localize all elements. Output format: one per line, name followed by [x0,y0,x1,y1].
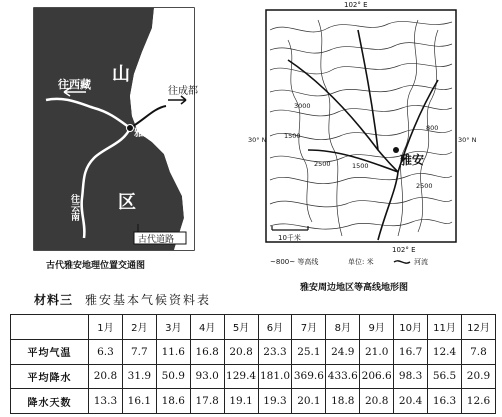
contour-label-6: 2500 [416,182,433,190]
to-yunnan-label: 往云南 [69,194,79,221]
contour-label-5: 800 [426,124,439,132]
row-label: 降水天数 [11,389,89,414]
table-cell: 18.8 [326,389,360,414]
month-header: 2月 [122,315,156,340]
river-legend: 河流 [414,258,428,266]
yaan-marker [127,125,134,132]
top-coord: 102° E [344,1,368,9]
table-cell: 16.8 [190,339,224,364]
table-cell: 20.1 [292,389,326,414]
ancient-road-legend: 古代道路 [138,235,175,245]
month-header: 8月 [326,315,360,340]
table-row [11,339,496,364]
table-cell: 206.6 [360,364,394,389]
month-header: 4月 [190,315,224,340]
month-header: 10月 [394,315,428,340]
table-cell: 16.1 [122,389,156,414]
table-cell: 19.3 [258,389,292,414]
month-header: 6月 [258,315,292,340]
ancient-yaan-map [34,8,198,250]
table-cell: 98.3 [394,364,428,389]
table-cell: 31.9 [122,364,156,389]
to-tibet-label: 往西藏 [58,78,91,91]
river-legend-symbol [394,261,410,263]
table-cell: 369.6 [292,364,326,389]
contour-label-2: 1500 [284,132,301,140]
month-header: 12月 [461,315,495,340]
table-cell: 20.8 [360,389,394,414]
table-cell: 16.3 [428,389,462,414]
contour-label-3: 2500 [314,160,331,168]
month-header: 3月 [156,315,190,340]
table-cell: 93.0 [190,364,224,389]
yaan-city-marker [393,147,399,153]
contour-legend: ~800~ 等高线 [270,258,319,266]
table-cell: 50.9 [156,364,190,389]
table-cell: 25.1 [292,339,326,364]
table-cell: 24.9 [326,339,360,364]
table-header-row [11,315,496,340]
table-cell: 20.8 [89,364,123,389]
table-cell: 181.0 [258,364,292,389]
month-header: 9月 [360,315,394,340]
to-chengdu-label: 往成都 [168,86,198,97]
table-cell: 16.7 [394,339,428,364]
material-heading [34,291,211,308]
table-cell: 7.8 [461,339,495,364]
left-lat-label: 30° N [248,136,267,144]
table-corner-cell [11,315,89,340]
table-cell: 433.6 [326,364,360,389]
table-cell: 11.6 [156,339,190,364]
month-header: 1月 [89,315,123,340]
scale-label: 10千米 [278,234,301,242]
climate-table [10,314,496,414]
contour-map [248,0,477,270]
table-cell: 6.3 [89,339,123,364]
right-lat-label: 30° N [458,136,477,144]
right-map-caption: 雅安周边地区等高线地形图 [300,283,409,293]
bottom-coord: 102° E [392,246,416,254]
table-cell: 12.6 [461,389,495,414]
table-cell: 20.8 [224,339,258,364]
table-cell: 20.9 [461,364,495,389]
table-cell: 18.6 [156,389,190,414]
table-cell: 17.8 [190,389,224,414]
month-header: 7月 [292,315,326,340]
month-header: 5月 [224,315,258,340]
table-cell: 20.4 [394,389,428,414]
table-row [11,389,496,414]
row-label: 平均降水 [11,364,89,389]
table-cell: 19.1 [224,389,258,414]
table-cell: 12.4 [428,339,462,364]
material-title: 材料三 [34,293,74,307]
material-subtitle: 雅安基本气候资料表 [85,293,212,307]
row-label: 平均气温 [11,339,89,364]
table-cell: 23.3 [258,339,292,364]
table-cell: 7.7 [122,339,156,364]
city-label: 雅安 [400,153,425,167]
table-cell: 21.0 [360,339,394,364]
table-cell: 13.3 [89,389,123,414]
contour-label-4: 1500 [352,162,369,170]
region-label: 区 [118,192,136,213]
contour-label-1: 3000 [294,102,311,110]
mountain-label: 山 [112,64,130,85]
table-cell: 129.4 [224,364,258,389]
table-cell: 56.5 [428,364,462,389]
table-row [11,364,496,389]
unit-legend: 单位: 米 [348,258,374,266]
month-header: 11月 [428,315,462,340]
left-map-caption: 古代雅安地理位置交通图 [46,261,146,271]
yaan-label: 雅安 [134,128,154,139]
